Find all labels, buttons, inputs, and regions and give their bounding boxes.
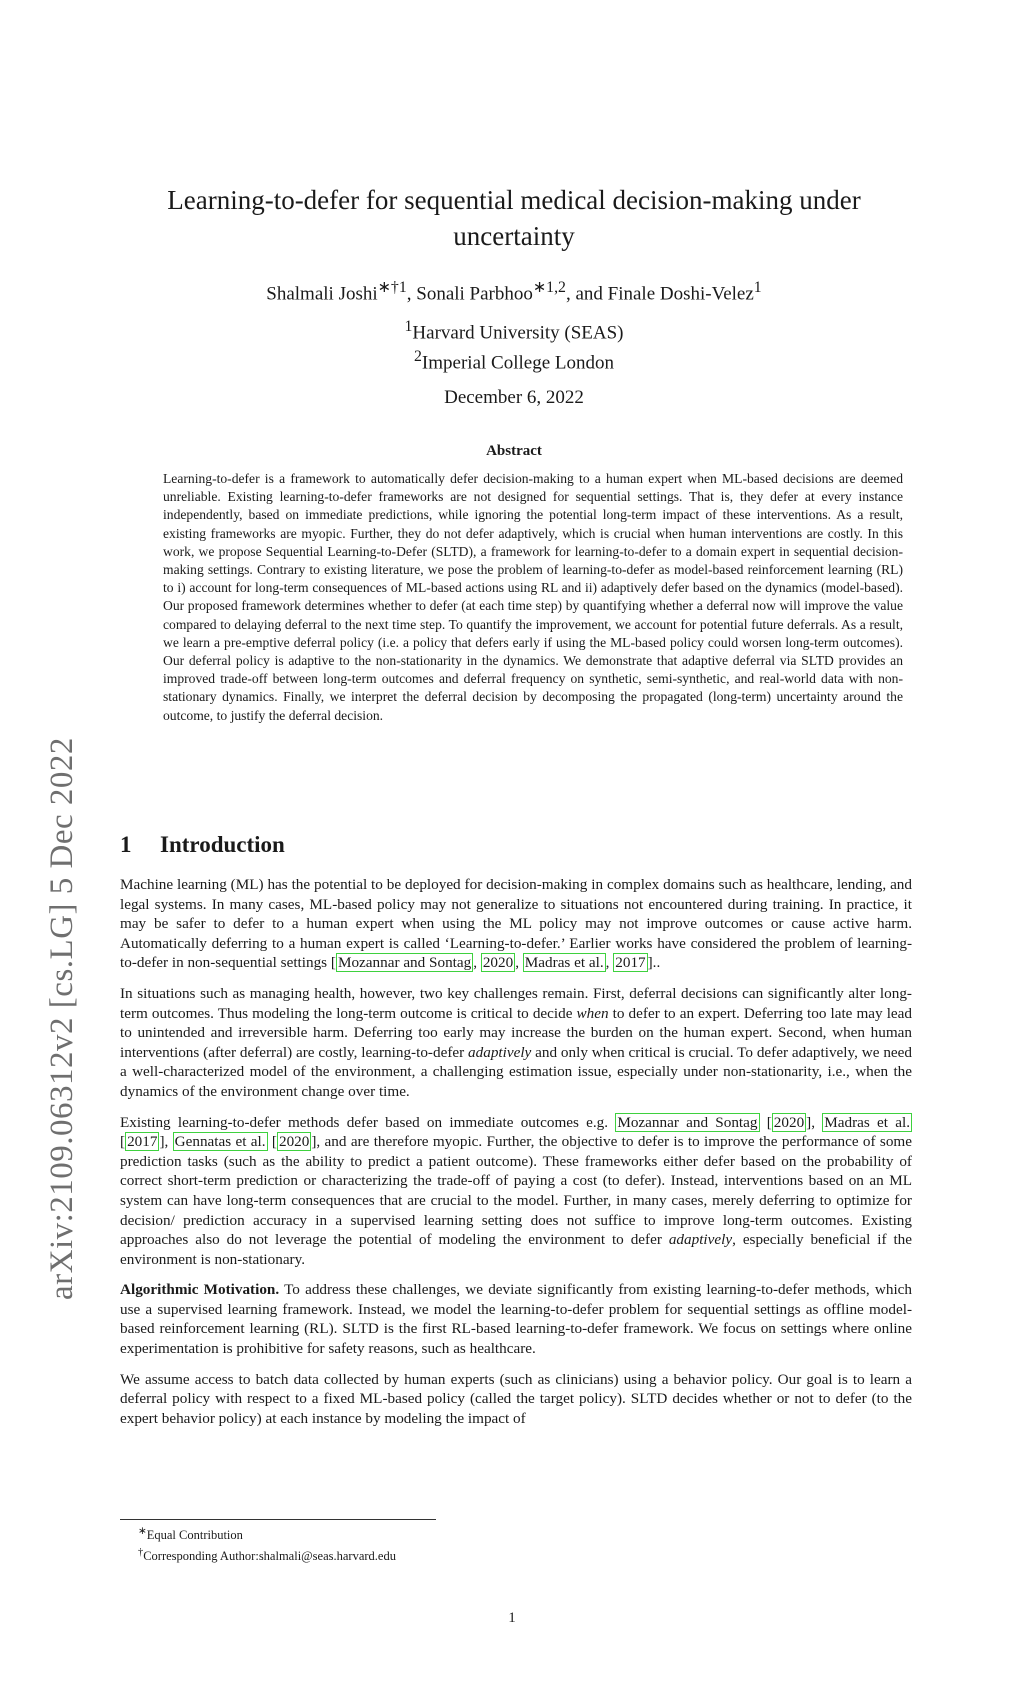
- paragraph-text: To address these challenges, we deviate significantly from existing learning-to-defer methods, which use a supervised learning framework. Instead, we model the learning-to-defer problem for sequential settings as offline model-based reinforcement learning (RL). SLTD is the first RL-based learning-to-defer framework. We focus on settings where online experimentation is prohibitive for safety reasons, such as healthcare.: [120, 1281, 912, 1358]
- section-number: 1: [120, 832, 132, 857]
- author-name: Sonali Parbhoo: [416, 283, 533, 305]
- author-name: Finale Doshi-Velez: [607, 283, 754, 305]
- paragraph-text: Existing learning-to-defer methods defer based on immediate outcomes e.g.: [120, 1113, 616, 1131]
- arxiv-stamp: arXiv:2109.06312v2 [cs.LG] 5 Dec 2022: [44, 737, 80, 1300]
- citation-link[interactable]: 2020: [773, 1113, 805, 1131]
- separator: ,: [605, 954, 614, 972]
- paragraph-text: In situations such as managing health, however, two key challenges remain. First, deferral decisions can significantly alter long-term outcomes. Thus modeling the long-term outcome is critical to decide: [120, 984, 912, 1022]
- separator: ,: [515, 954, 523, 972]
- separator: ],: [159, 1133, 173, 1151]
- affiliation-superscript: 2: [414, 348, 422, 366]
- author-superscript: 1: [753, 279, 762, 296]
- affiliation: [110, 345, 918, 375]
- emphasis: when: [576, 1004, 609, 1022]
- footnote-text: Corresponding Author:shalmali@seas.harvard.edu: [143, 1549, 396, 1564]
- paragraph-text: ], and are therefore myopic. Further, the objective to defer is to improve the performance of some prediction tasks (such as the ability to predict a patient outcome). These frameworks either defer based on the probability of correct short-term prediction or characterizing the trade-off of paying a cost (to defer). Instead, interventions based on an ML system can have long-term consequences that are crucial to the model. Further, in many cases, merely deferring to optimize for decision/ prediction accuracy in a supervised learning setting does not suffice to improve long-term outcomes. Existing approaches also do not leverage the potential of modeling the environment to defer: [120, 1133, 912, 1249]
- page-number: 1: [508, 1610, 516, 1626]
- author-superscript: ∗1,2: [532, 279, 566, 296]
- paragraph: [120, 1113, 912, 1270]
- run-in-heading: Algorithmic Motivation.: [120, 1281, 280, 1299]
- affiliation-list: [110, 315, 918, 376]
- footnote-text: Equal Contribution: [146, 1528, 243, 1543]
- section-heading: [120, 832, 285, 858]
- paragraph: [120, 1370, 912, 1429]
- paper-title: [110, 182, 918, 254]
- citation-link[interactable]: Gennatas et al.: [174, 1133, 266, 1151]
- citation-link[interactable]: 2017: [127, 1133, 158, 1151]
- author-list: [110, 277, 918, 305]
- paragraph-text: to defer to an expert. Deferring too late may lead to unintended and irreversible harm. Deferring too early may increase the burden on the human expert. Second, when human interventions (after deferral) are costly, learning-to-defer: [120, 1004, 912, 1061]
- paragraph-text: We assume access to batch data collected by human experts (such as clinicians) using a behavior policy. Our goal is to learn a deferral policy with respect to a fixed ML-based policy (called the target policy). SLTD decides whether or not to defer (to the expert behavior policy) at each instance by modeling the impact of: [120, 1370, 912, 1427]
- citation-link[interactable]: Mozannar and Sontag: [617, 1113, 758, 1131]
- separator: [: [120, 1133, 126, 1151]
- affiliation: [110, 315, 918, 345]
- body-text: [120, 875, 912, 1439]
- separator: ,: [473, 954, 481, 972]
- title-line-2: uncertainty: [453, 221, 575, 251]
- footnote-rule: [120, 1519, 436, 1520]
- author-separator: , and: [565, 283, 608, 305]
- paragraph: [120, 875, 912, 973]
- affiliation-name: Imperial College London: [421, 352, 614, 374]
- publication-date: December 6, 2022: [444, 387, 584, 408]
- citation-link[interactable]: 2017: [615, 954, 646, 972]
- author-separator: ,: [406, 283, 417, 305]
- separator: [: [759, 1113, 772, 1131]
- footnote-mark: ∗: [138, 1526, 147, 1537]
- citation-link[interactable]: Madras et al.: [824, 1113, 911, 1131]
- author-superscript: ∗†1: [377, 279, 407, 296]
- paragraph-text: and only when critical is crucial. To defer adaptively, we need a well-characterized model of the environment, a challenging estimation issue, especially under non-stationarity, i.e., when the dynamics of the environment change over time.: [120, 1043, 912, 1100]
- separator: ],: [806, 1113, 823, 1131]
- paragraph: [120, 1280, 912, 1358]
- emphasis: adaptively: [468, 1043, 532, 1061]
- footnote: [138, 1544, 396, 1565]
- footnotes: [138, 1523, 396, 1565]
- bracket: [: [330, 954, 336, 972]
- citation-link[interactable]: 2020: [482, 954, 514, 972]
- paragraph-text: , especially beneficial if the environment is non-stationary.: [120, 1231, 912, 1268]
- footnote-mark: †: [138, 1547, 144, 1559]
- section-title: Introduction: [160, 832, 285, 857]
- abstract-heading: Abstract: [486, 443, 542, 459]
- footnote: [138, 1523, 396, 1544]
- title-line-1: Learning-to-defer for sequential medical decision-making under: [167, 185, 861, 215]
- bracket: ]..: [647, 954, 661, 972]
- affiliation-name: Harvard University (SEAS): [412, 322, 624, 344]
- author-name: Shalmali Joshi: [266, 283, 378, 305]
- citation-link[interactable]: 2020: [278, 1133, 310, 1151]
- paragraph: [120, 984, 912, 1102]
- citation-link[interactable]: Madras et al.: [524, 954, 604, 972]
- separator: [: [267, 1133, 277, 1151]
- emphasis: adaptively: [668, 1231, 733, 1249]
- citation-link[interactable]: Mozannar and Sontag: [337, 954, 472, 972]
- affiliation-superscript: 1: [404, 318, 413, 335]
- abstract-text: Learning-to-defer is a framework to automatically defer decision-making to a human expert when ML-based decisions are deemed unreliable. Existing learning-to-defer frameworks are not designed for sequential settings. That is, they defer at every instance independently, based on immediate predictions, while ignoring the potential long-term impact of these interventions. As a result, existing frameworks are myopic. Further, they do not defer adaptively, which is crucial when human interventions are costly. In this work, we propose Sequential Learning-to-Defer (SLTD), a framework for learning-to-defer to a domain expert in sequential decision-making settings. Contrary to existing literature, we pose the problem of learning-to-defer as model-based reinforcement learning (RL) to i) account for long-term consequences of ML-based actions using RL and ii) adaptively defer based on the dynamics (model-based). Our proposed framework determines whether to defer (at each time step) by quantifying whether a deferral now will improve the value compared to delaying deferral to the next time step. To quantify the improvement, we account for potential future deferrals. As a result, we learn a pre-emptive deferral policy (i.e. a policy that defers early if using the ML-based policy could worsen long-term outcomes). Our deferral policy is adaptive to the non-stationarity in the dynamics. We demonstrate that adaptive deferral via SLTD provides an improved trade-off between long-term outcomes and deferral frequency on synthetic, semi-synthetic, and real-world data with non-stationary dynamics. Finally, we interpret the deferral decision by decomposing the propagated (long-term) uncertainty around the outcome, to justify the deferral decision.: [163, 471, 903, 723]
- paragraph-text: Machine learning (ML) has the potential to be deployed for decision-making in complex domains such as healthcare, lending, and legal systems. In many cases, ML-based policy may not generalize to situations not encountered during training. In practice, it may be safer to defer to a human expert when using the ML policy may not improve outcomes or cause active harm. Automatically deferring to a human expert is called ‘Learning-to-defer.’ Earlier works have considered the problem of learning-to-defer in non-sequential settings: [120, 876, 912, 972]
